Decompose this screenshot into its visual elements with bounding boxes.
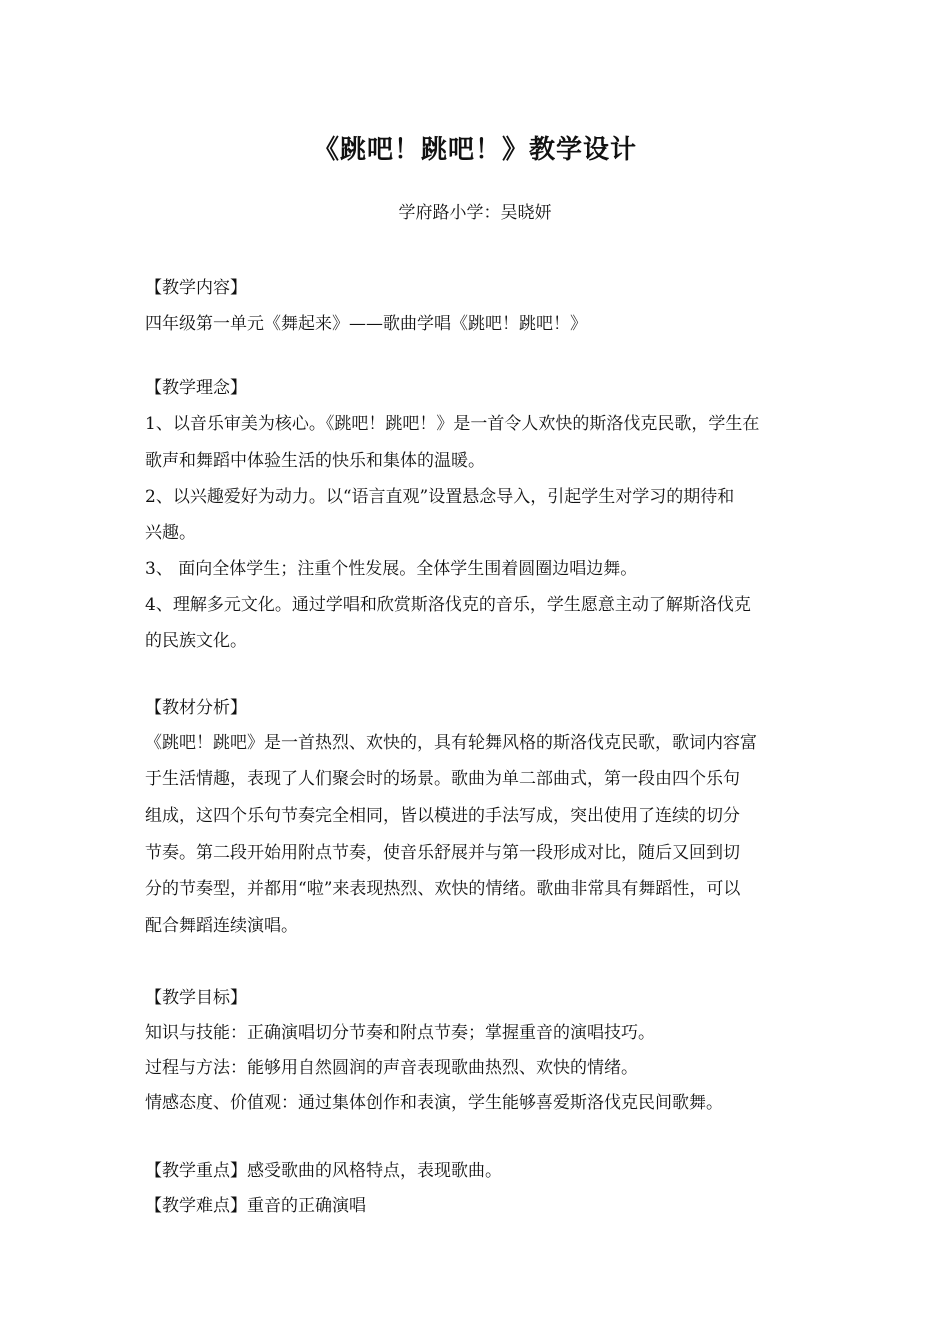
- analysis-line: 配合舞蹈连续演唱。: [145, 916, 298, 936]
- section-heading-philosophy: 【教学理念】: [145, 378, 247, 398]
- objective-line: 情感态度、价值观：通过集体创作和表演，学生能够喜爱斯洛伐克民间歌舞。: [145, 1093, 723, 1113]
- difficulty-text: 重音的正确演唱: [247, 1196, 366, 1216]
- section-heading-difficulty: 【教学难点】: [145, 1196, 247, 1216]
- document-author: 学府路小学：吴晓妍: [398, 203, 552, 223]
- analysis-line: 分的节奏型，并都用“啦”来表现热烈、欢快的情绪。歌曲非常具有舞蹈性，可以: [145, 879, 741, 899]
- philosophy-line: 的民族文化。: [145, 631, 247, 651]
- objective-line: 过程与方法：能够用自然圆润的声音表现歌曲热烈、欢快的情绪。: [145, 1058, 638, 1078]
- philosophy-line: 兴趣。: [145, 523, 196, 543]
- analysis-line: 组成，这四个乐句节奏完全相同，皆以模进的手法写成，突出使用了连续的切分: [145, 806, 740, 826]
- philosophy-line: 3、 面向全体学生；注重个性发展。全体学生围着圆圈边唱边舞。: [145, 559, 638, 579]
- content-text: 四年级第一单元《舞起来》——歌曲学唱《跳吧！跳吧！》: [145, 314, 587, 334]
- objective-line: 知识与技能：正确演唱切分节奏和附点节奏；掌握重音的演唱技巧。: [145, 1023, 655, 1043]
- analysis-line: 于生活情趣，表现了人们聚会时的场景。歌曲为单二部曲式，第一段由四个乐句: [145, 769, 740, 789]
- key-point-text: 感受歌曲的风格特点，表现歌曲。: [247, 1161, 502, 1181]
- section-heading-objectives: 【教学目标】: [145, 988, 247, 1008]
- philosophy-line: 歌声和舞蹈中体验生活的快乐和集体的温暖。: [145, 451, 485, 471]
- section-heading-content: 【教学内容】: [145, 278, 247, 298]
- analysis-line: 节奏。第二段开始用附点节奏，使音乐舒展并与第一段形成对比，随后又回到切: [145, 843, 740, 863]
- section-heading-key-point: 【教学重点】: [145, 1161, 247, 1181]
- philosophy-line: 1、以音乐审美为核心。《跳吧！跳吧！》是一首令人欢快的斯洛伐克民歌，学生在: [145, 414, 760, 434]
- analysis-line: 《跳吧！跳吧》是一首热烈、欢快的，具有轮舞风格的斯洛伐克民歌，歌词内容富: [145, 733, 757, 753]
- section-heading-analysis: 【教材分析】: [145, 698, 247, 718]
- philosophy-line: 4、理解多元文化。通过学唱和欣赏斯洛伐克的音乐，学生愿意主动了解斯洛伐克: [145, 595, 751, 615]
- document-title: 《跳吧！跳吧！》教学设计: [312, 135, 637, 165]
- difficulty-row: [145, 1193, 366, 1219]
- key-point-row: [145, 1158, 502, 1184]
- philosophy-line: 2、以兴趣爱好为动力。以“语言直观”设置悬念导入，引起学生对学习的期待和: [145, 487, 735, 507]
